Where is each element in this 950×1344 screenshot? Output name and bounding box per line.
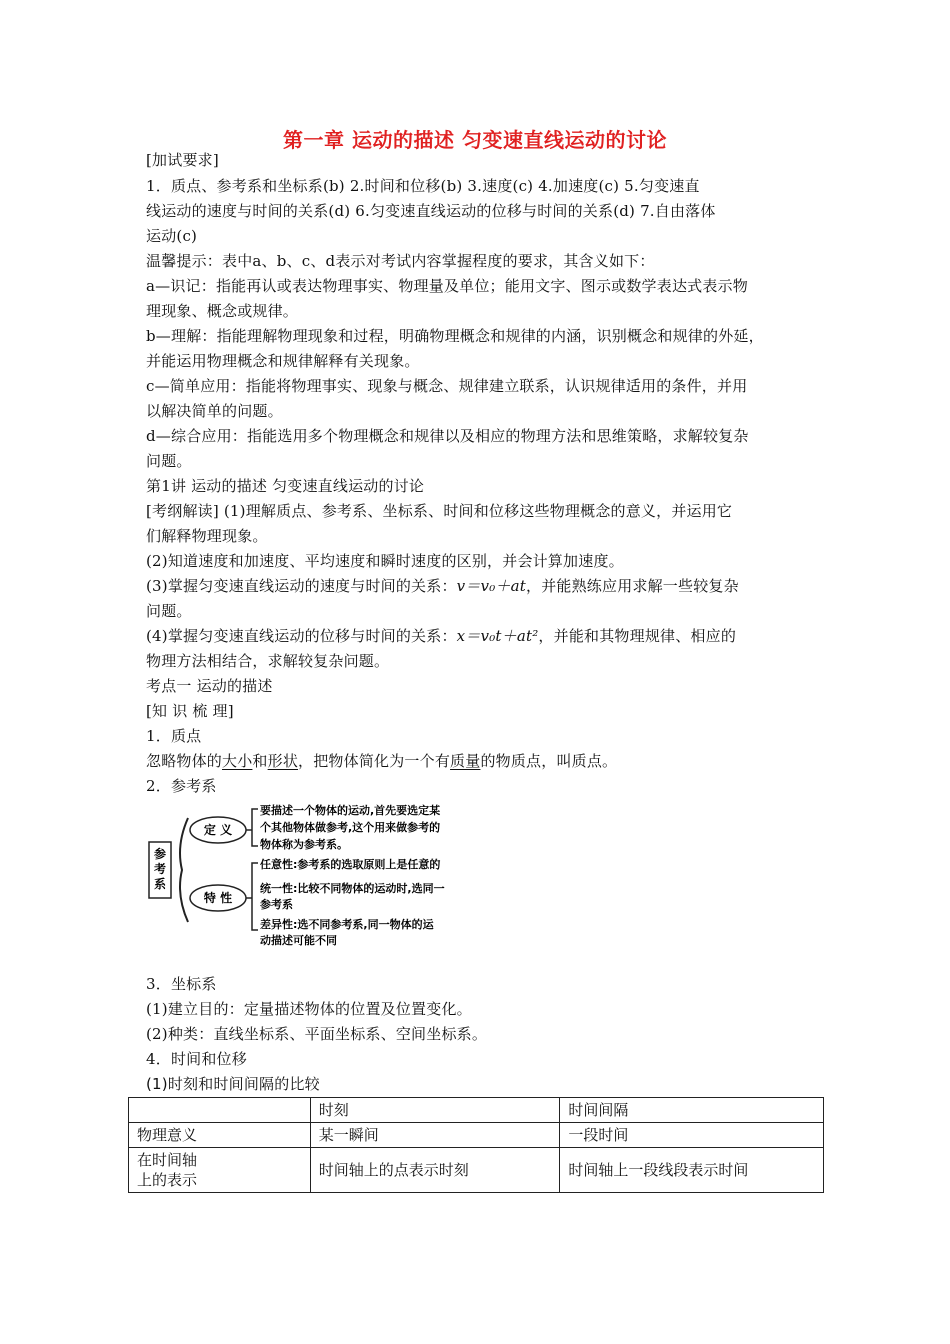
table-header: 时间间隔 — [560, 1098, 824, 1123]
velocity-formula: v＝v₀＋at — [456, 577, 526, 595]
table-cell: 时间轴上的点表示时刻 — [310, 1148, 560, 1193]
table-cell: 时间轴上一段线段表示时间 — [560, 1148, 824, 1193]
outline-line — [146, 576, 739, 596]
tip-line: 以解决简单的问题。 — [146, 402, 283, 420]
coord-line: (1)建立目的：定量描述物体的位置及位置变化。 — [146, 1000, 472, 1018]
definition-text: 物体称为参考系。 — [260, 838, 348, 851]
outline-text: ，并能熟练应用求解一些较复杂 — [526, 577, 739, 595]
tip-line: 并能运用物理概念和规律解释有关现象。 — [146, 352, 420, 370]
outline-line: (2)知道速度和加速度、平均速度和瞬时速度的区别，并会计算加速度。 — [146, 552, 624, 570]
table-row — [129, 1148, 824, 1193]
table-row — [129, 1123, 824, 1148]
feature-text: 统一性:比较不同物体的运动时,选同一 — [260, 882, 445, 895]
requirements-header: [加试要求] — [146, 151, 219, 169]
feature-text: 差异性:选不同参考系,同一物体的运 — [260, 918, 434, 931]
tip-line: a—识记：指能再认或表达物理事实、物理量及单位；能用文字、图示或数学表达式表示物 — [146, 277, 748, 295]
blank-answer: 质量 — [450, 752, 481, 770]
feature-text: 动描述可能不同 — [260, 934, 337, 947]
table-row — [129, 1098, 824, 1123]
lecture-title: 第1讲 运动的描述 匀变速直线运动的讨论 — [146, 477, 425, 495]
item-heading: 1．质点 — [146, 727, 202, 745]
table-cell: 物理意义 — [129, 1123, 311, 1148]
outline-text: (3)掌握匀变速直线运动的速度与时间的关系： — [146, 577, 457, 595]
text-run: 和 — [252, 752, 268, 770]
feature-text: 参考系 — [260, 898, 293, 911]
definition-text: 个其他物体做参考,这个用来做参考的 — [260, 821, 441, 834]
text-run: 忽略物体的 — [146, 752, 223, 770]
tip-line: d—综合应用：指能选用多个物理概念和规律以及相应的物理方法和思维策略，求解较复杂 — [146, 427, 749, 445]
outline-line — [146, 626, 736, 646]
tip-line: 理现象、概念或规律。 — [146, 302, 299, 320]
table-cell: 某一瞬间 — [310, 1123, 560, 1148]
tip-line: b—理解：指能理解物理现象和过程，明确物理概念和规律的内涵，识别概念和规律的外延， — [146, 327, 764, 345]
outline-line: [考纲解读] (1)理解质点、参考系、坐标系、时间和位移这些物理概念的意义，并运用它 — [146, 502, 733, 520]
table-header: 时刻 — [310, 1098, 560, 1123]
blank-answer: 形状 — [267, 752, 299, 770]
table-cell: 一段时间 — [560, 1123, 824, 1148]
blank-answer: 大小 — [222, 752, 253, 770]
definition-text: 要描述一个物体的运动,首先要选定某 — [260, 804, 441, 817]
row-label-line: 上的表示 — [137, 1171, 198, 1189]
feature-bracket — [252, 863, 258, 930]
root-char: 参 — [153, 847, 167, 861]
requirements-line: 运动(c) — [146, 227, 198, 245]
displacement-formula: x＝v₀t＋at² — [456, 627, 539, 645]
definition-label: 定 义 — [203, 823, 233, 837]
outline-line: 物理方法相结合，求解较复杂问题。 — [146, 652, 390, 670]
requirements-line: 线运动的速度与时间的关系(d) 6.匀变速直线运动的位移与时间的关系(d) 7.自由落体 — [146, 202, 716, 220]
root-char: 考 — [153, 862, 167, 876]
outline-text: ，并能和其物理规律、相应的 — [538, 627, 737, 645]
outline-line: 们解释物理现象。 — [146, 527, 268, 545]
table-cell — [129, 1098, 311, 1123]
chapter-title: 第一章 运动的描述 匀变速直线运动的讨论 — [283, 128, 667, 152]
outline-text: (4)掌握匀变速直线运动的位移与时间的关系： — [146, 627, 457, 645]
coord-line: (2)种类：直线坐标系、平面坐标系、空间坐标系。 — [146, 1025, 488, 1043]
tip-line: 温馨提示：表中a、b、c、d表示对考试内容掌握程度的要求，其含义如下： — [146, 252, 655, 270]
particle-definition — [146, 751, 617, 771]
requirements-line: 1．质点、参考系和坐标系(b) 2.时间和位移(b) 3.速度(c) 4.加速度(c) 5.匀变速直 — [146, 177, 700, 195]
comparison-table — [128, 1097, 824, 1193]
outline-line: 问题。 — [146, 602, 192, 620]
row-label-line: 在时间轴 — [137, 1151, 198, 1169]
reference-frame-diagram — [146, 800, 516, 960]
feature-label: 特 性 — [203, 891, 233, 905]
section-heading: 考点一 运动的描述 — [146, 677, 273, 695]
text-run: 的物质点，叫质点。 — [480, 752, 618, 770]
text-run: ，把物体简化为一个有 — [298, 752, 451, 770]
brace — [180, 818, 188, 922]
section-subheading: [知 识 梳 理] — [146, 702, 234, 720]
item-subheading: (1)时刻和时间间隔的比较 — [146, 1075, 320, 1093]
root-char: 系 — [153, 877, 167, 891]
item-heading: 3．坐标系 — [146, 975, 217, 993]
item-heading: 4．时间和位移 — [146, 1050, 247, 1068]
tip-line: c—简单应用：指能将物理事实、现象与概念、规律建立联系，认识规律适用的条件，并用 — [146, 377, 748, 395]
definition-bracket — [252, 809, 258, 846]
table-cell — [129, 1148, 311, 1193]
item-heading: 2．参考系 — [146, 777, 217, 795]
feature-text: 任意性:参考系的选取原则上是任意的 — [260, 858, 441, 871]
tip-line: 问题。 — [146, 452, 192, 470]
